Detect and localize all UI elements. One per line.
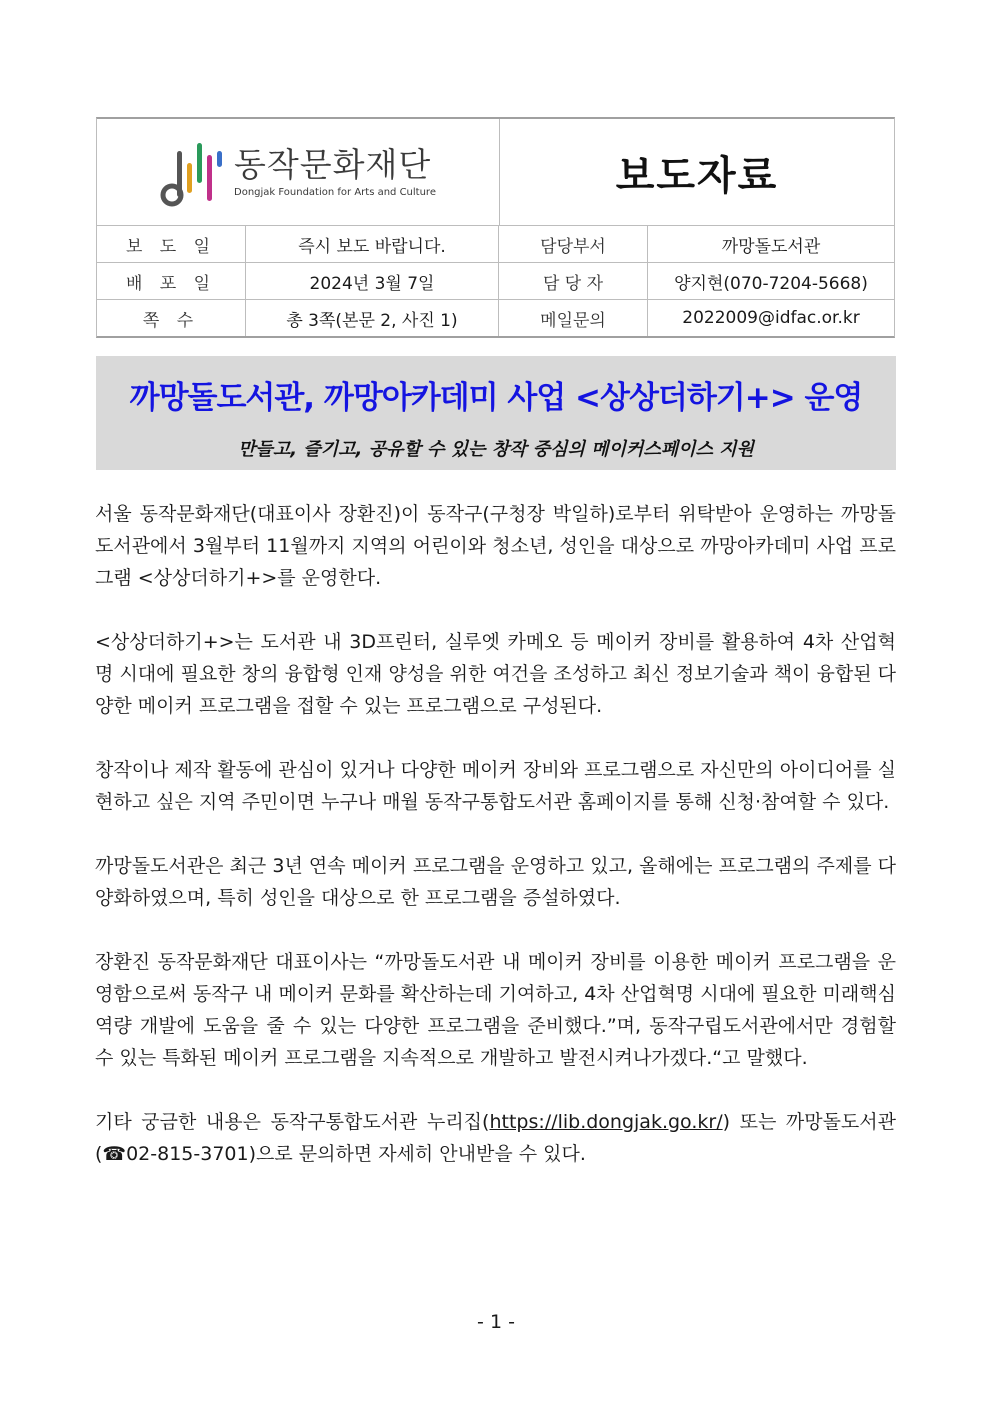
label-email: 메일문의 [499, 300, 648, 336]
label-contact-person: 담 당 자 [499, 263, 648, 299]
paragraph: <상상더하기+>는 도서관 내 3D프린터, 실루엣 카메오 등 메이커 장비를 활용하여 4차 산업혁명 시대에 필요한 창의 융합형 인재 양성을 위한 여건을 조성하고 최신 정보기술과 책이 융합된 다양한 메이커 프로그램을 접할 수 있는 프로그램으로 구성된다. [95, 631, 896, 717]
paragraph: 서울 동작문화재단(대표이사 장환진)이 동작구(구청장 박일하)로부터 위탁받아 운영하는 까망돌도서관에서 3월부터 11월까지 지역의 어린이와 청소년, 성인을 대상으로 까망아카데미 사업 프로그램 <상상더하기+>를 운영한다. [95, 503, 896, 589]
header-top-row [97, 119, 894, 226]
page-number: - 1 - [477, 1311, 515, 1333]
info-row [97, 226, 894, 263]
value-department: 까망돌도서관 [721, 236, 821, 257]
info-row [97, 300, 894, 336]
paragraph: 장환진 동작문화재단 대표이사는 “까망돌도서관 내 메이커 장비를 이용한 메이커 프로그램을 운영함으로써 동작구 내 메이커 문화를 확산하는데 기여하고, 4차 산업혁명 시대에 필요한 미래핵심 역량 개발에 도움을 줄 수 있는 다양한 프로그램을 준비했다.”며, 동작구립도서관에서만 경험할 수 있는 특화된 메이커 프로그램을 지속적으로 개발하고 발전시켜나가겠다.“고 말했다. [95, 951, 896, 1069]
paragraph-text: ) 또는 까망돌도서관(☎02-815-3701)으로 문의하면 자세히 안내받을 수 있다. [95, 1111, 896, 1165]
paragraph-text: 기타 궁금한 내용은 동작구통합도서관 누리집( [95, 1111, 490, 1133]
label-department: 담당부서 [499, 226, 648, 262]
logo-name: 동작문화재단 [234, 144, 432, 184]
value-distribution-date: 2024년 3월 7일 [246, 263, 499, 299]
label-distribution-date: 배 포 일 [97, 263, 246, 299]
headline-subtitle: 만들고, 즐기고, 공유할 수 있는 창작 중심의 메이커스페이스 지원 [238, 439, 754, 460]
logo-cell [97, 119, 500, 225]
foundation-logo [160, 137, 436, 207]
paragraph: 까망돌도서관은 최근 3년 연속 메이커 프로그램을 운영하고 있고, 올해에는 프로그램의 주제를 다양화하였으며, 특히 성인을 대상으로 한 프로그램을 증설하였다. [95, 855, 896, 909]
value-email[interactable]: 2022009@idfac.or.kr [682, 308, 860, 328]
paragraph-contact [95, 1106, 896, 1170]
paragraph: 창작이나 제작 활동에 관심이 있거나 다양한 메이커 장비와 프로그램으로 자신만의 아이디어를 실현하고 싶은 지역 주민이면 누구나 매월 동작구통합도서관 홈페이지를 통해 신청·참여할 수 있다. [95, 759, 896, 813]
value-page-count: 총 3쪽(본문 2, 사진 1) [246, 300, 499, 336]
value-contact-person: 양지현(070-7204-5668) [674, 273, 868, 294]
press-info-table [96, 117, 895, 338]
logo-subtitle: Dongjak Foundation for Arts and Culture [234, 186, 436, 198]
label-page-count: 쪽 수 [97, 300, 246, 336]
doc-type-title: 보도자료 [615, 152, 779, 199]
headline-box [96, 356, 896, 470]
library-homepage-link[interactable]: https://lib.dongjak.go.kr/ [489, 1111, 723, 1133]
info-row [97, 263, 894, 300]
article-body [95, 498, 896, 1202]
doc-type-cell [500, 119, 894, 225]
label-release-date: 보 도 일 [97, 226, 246, 262]
foundation-logo-icon [160, 137, 222, 207]
headline-title: 까망돌도서관, 까망아카데미 사업 <상상더하기+> 운영 [129, 380, 863, 416]
value-release-date: 즉시 보도 바랍니다. [246, 226, 499, 262]
